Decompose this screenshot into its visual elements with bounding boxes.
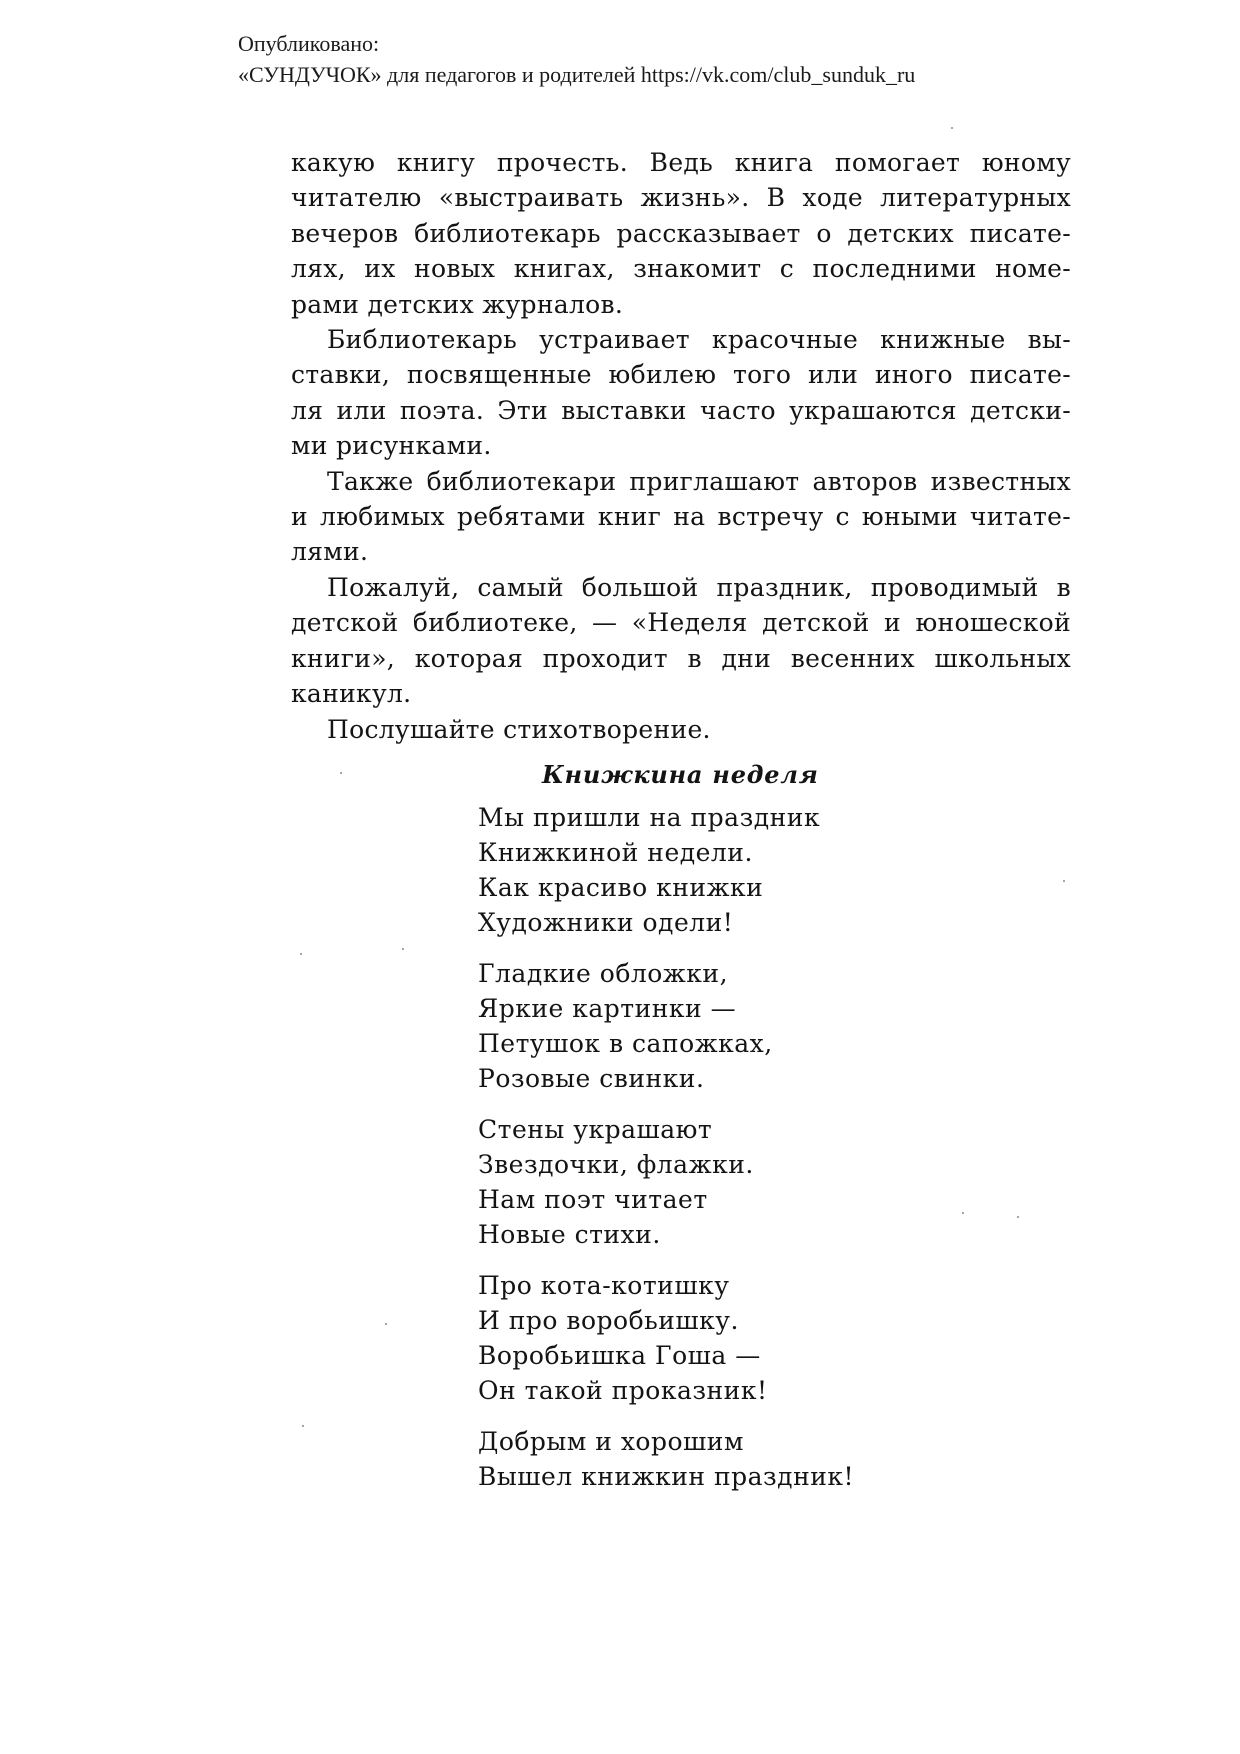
publication-header [238, 28, 915, 90]
text-line: читателю «выстраивать жизнь». В ходе литературных [291, 183, 1071, 213]
text-line: лями. [291, 537, 369, 567]
body-text [291, 145, 1071, 747]
poem-stanza-1 [478, 800, 854, 940]
text-line: и любимых ребятами книг на встречу с юными читате- [291, 502, 1071, 532]
scan-speck [402, 948, 404, 950]
scan-speck [385, 1323, 387, 1325]
poem-verse: Вышел книжкин праздник! [478, 1462, 855, 1491]
poem-stanza-3 [478, 1112, 854, 1252]
poem-verse: Стены украшают [478, 1115, 713, 1144]
text-line: ля или поэта. Эти выставки часто украшаются детски- [291, 395, 1071, 425]
scan-speck [951, 127, 953, 129]
scan-speck [962, 1212, 964, 1214]
poem-verse: Розовые свинки. [478, 1064, 705, 1093]
text-line: каникул. [291, 679, 412, 709]
poem-title: Книжкина неделя [542, 760, 819, 789]
poem-verse: Нам поэт читает [478, 1185, 708, 1214]
text-line: ставки, посвященные юбилею того или иного писате- [291, 360, 1071, 390]
scan-speck [300, 953, 302, 955]
text-line: ми рисунками. [291, 431, 492, 461]
poem-verse: Художники одели! [478, 908, 734, 937]
paragraph-1 [291, 145, 1071, 322]
text-line: детской библиотеке, — «Неделя детской и юношеской [291, 608, 1071, 638]
poem-verse: Книжкиной недели. [478, 838, 753, 867]
poem-verse: Про кота-котишку [478, 1271, 730, 1300]
text-line: книги», которая проходит в дни весенних школьных [291, 643, 1071, 673]
paragraph-4 [291, 570, 1071, 712]
text-line: Библиотекарь устраивает красочные книжные вы- [327, 325, 1071, 355]
poem-verse: Он такой проказник! [478, 1376, 768, 1405]
poem-verse: Звездочки, флажки. [478, 1150, 754, 1179]
header-source-line: «СУНДУЧОК» для педагогов и родителей https://vk.com/club_sunduk_ru [238, 62, 916, 87]
poem-verse: Мы пришли на праздник [478, 803, 821, 832]
scan-speck [340, 772, 342, 774]
paragraph-2 [291, 322, 1071, 464]
text-line: рами детских журналов. [291, 289, 624, 319]
poem-stanza-5 [478, 1424, 854, 1494]
scan-speck [1063, 880, 1065, 882]
text-line: Пожалуй, самый большой праздник, проводимый в [327, 572, 1071, 602]
paragraph-3 [291, 464, 1071, 570]
poem-verse: И про воробьишку. [478, 1306, 739, 1335]
poem-verse: Как красиво книжки [478, 873, 764, 902]
text-line: лях, их новых книгах, знакомит с последними номе- [291, 254, 1071, 284]
poem [478, 800, 854, 1510]
text-line: какую книгу прочесть. Ведь книга помогает юному [291, 148, 1071, 177]
header-published-label: Опубликовано: [238, 31, 380, 56]
scan-speck [1017, 1216, 1019, 1218]
poem-verse: Новые стихи. [478, 1220, 661, 1249]
text-line: Послушайте стихотворение. [327, 714, 711, 744]
poem-verse: Добрым и хорошим [478, 1427, 744, 1456]
poem-verse: Воробьишка Гоша — [478, 1341, 761, 1370]
text-line: Также библиотекари приглашают авторов известных [327, 466, 1071, 496]
poem-verse: Гладкие обложки, [478, 959, 729, 988]
scan-speck [302, 1425, 304, 1427]
poem-stanza-2 [478, 956, 854, 1096]
poem-stanza-4 [478, 1268, 854, 1408]
text-line: вечеров библиотекарь рассказывает о детских писате- [291, 218, 1071, 248]
poem-verse: Яркие картинки — [478, 994, 737, 1023]
paragraph-5 [291, 712, 1071, 747]
poem-verse: Петушок в сапожках, [478, 1029, 773, 1058]
